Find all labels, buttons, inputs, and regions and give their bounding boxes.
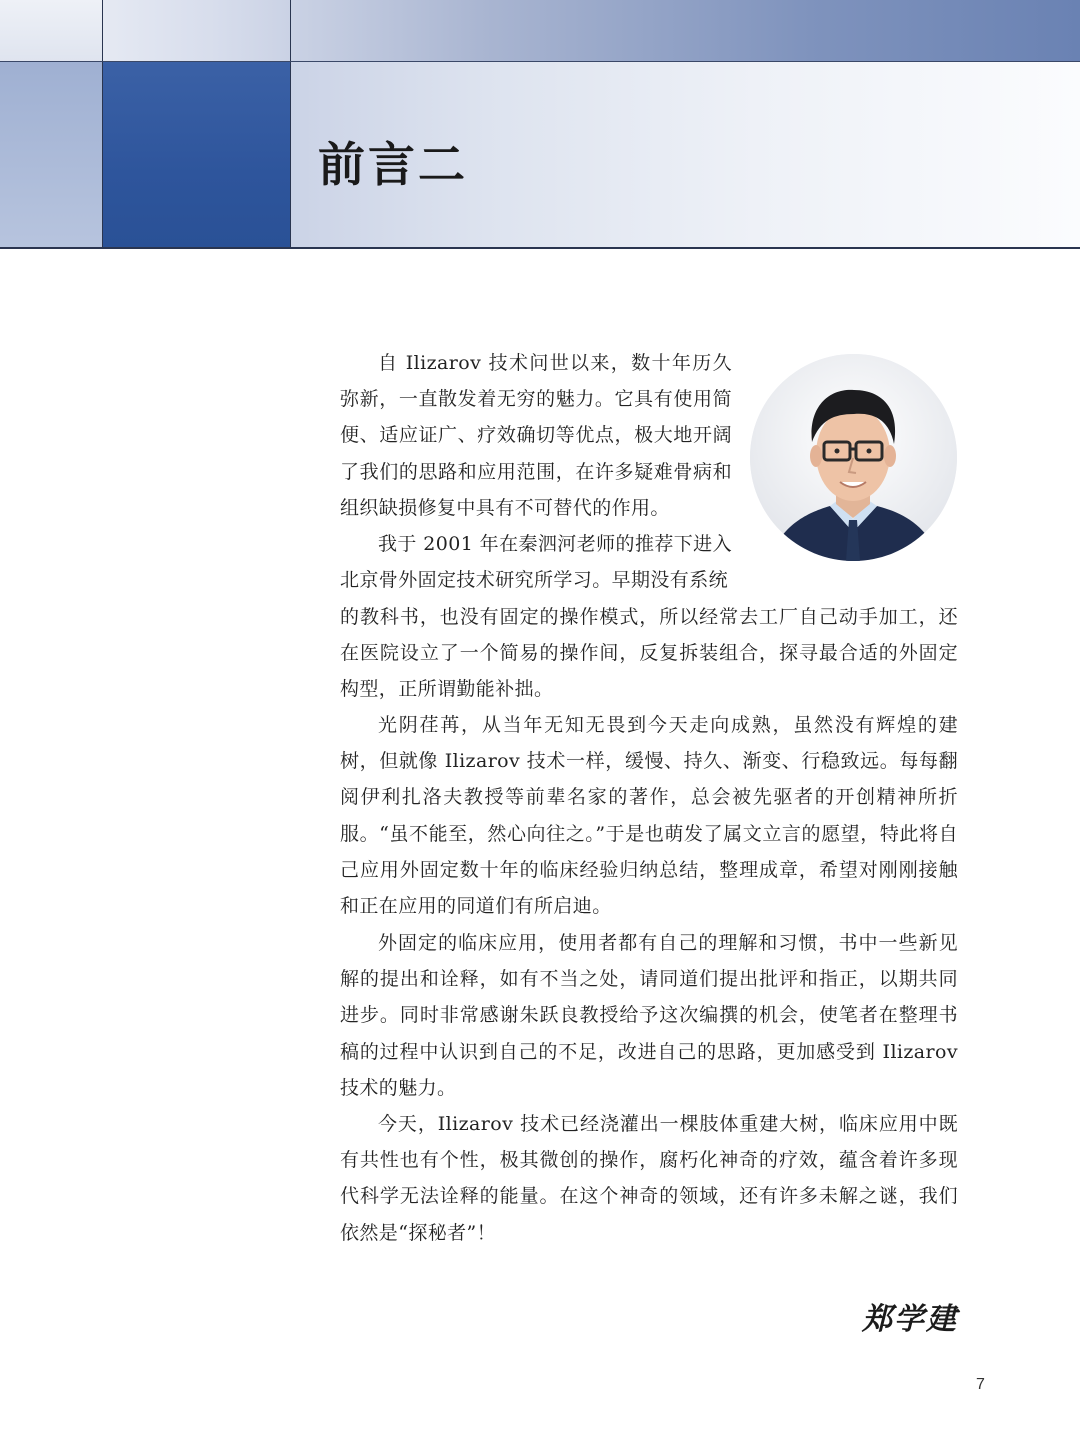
page-number: 7: [976, 1376, 985, 1393]
author-signature: 郑学建: [862, 1302, 958, 1337]
author-portrait: [750, 354, 957, 561]
header-bottom-rule: [0, 247, 1080, 249]
header-blue-block: [103, 62, 290, 248]
header-divider-top: [0, 61, 1080, 62]
header-top-band: [0, 0, 1080, 62]
paragraph-2-start: 我于 2001 年在秦泗河老师的推荐下进入北京骨外固定技术研究所学习。早期没有系统: [340, 533, 732, 592]
paragraph-5: 今天，Ilizarov 技术已经浇灌出一棵肢体重建大树，临床应用中既有共性也有个性，极其微创的操作，腐朽化神奇的疗效，蕴含着许多现代科学无法诠释的能量。在这个神奇的领域，还有许多未解之谜，我们依然是“探秘者”！: [340, 1113, 958, 1244]
header-left-strip: [0, 62, 103, 248]
header-top-left-block: [0, 0, 103, 62]
paragraph-1: 自 Ilizarov 技术问世以来，数十年历久弥新，一直散发着无穷的魅力。它具有使用简便、适应证广、疗效确切等优点，极大地开阔了我们的思路和应用范围，在许多疑难骨病和组织缺损修复中具有不可替代的作用。: [340, 352, 732, 519]
paragraph-3: 光阴荏苒，从当年无知无畏到今天走向成熟，虽然没有辉煌的建树，但就像 Ilizarov 技术一样，缓慢、持久、渐变、行稳致远。每每翻阅伊利扎洛夫教授等前辈名家的著作，总会被先驱者的开创精神所折服。“虽不能至，然心向往之。”于是也萌发了属文立言的愿望，特此将自己应用外固定数十年的临床经验归纳总结，整理成章，希望对刚刚接触和正在应用的同道们有所启迪。: [340, 714, 958, 918]
header-divider-left: [102, 0, 103, 248]
page-title: 前言二: [318, 138, 468, 193]
header-divider-right: [290, 0, 291, 248]
portrait-illustration: [750, 354, 957, 561]
paragraph-2-continued: 的教科书，也没有固定的操作模式，所以经常去工厂自己动手加工，还在医院设立了一个简易的操作间，反复拆装组合，探寻最合适的外固定构型，正所谓勤能补拙。: [340, 606, 958, 701]
paragraph-4: 外固定的临床应用，使用者都有自己的理解和习惯，书中一些新见解的提出和诠释，如有不当之处，请同道们提出批评和指正，以期共同进步。同时非常感谢朱跃良教授给予这次编撰的机会，使笔者在整理书稿的过程中认识到自己的不足，改进自己的思路，更加感受到 Ilizarov 技术的魅力。: [340, 932, 958, 1099]
